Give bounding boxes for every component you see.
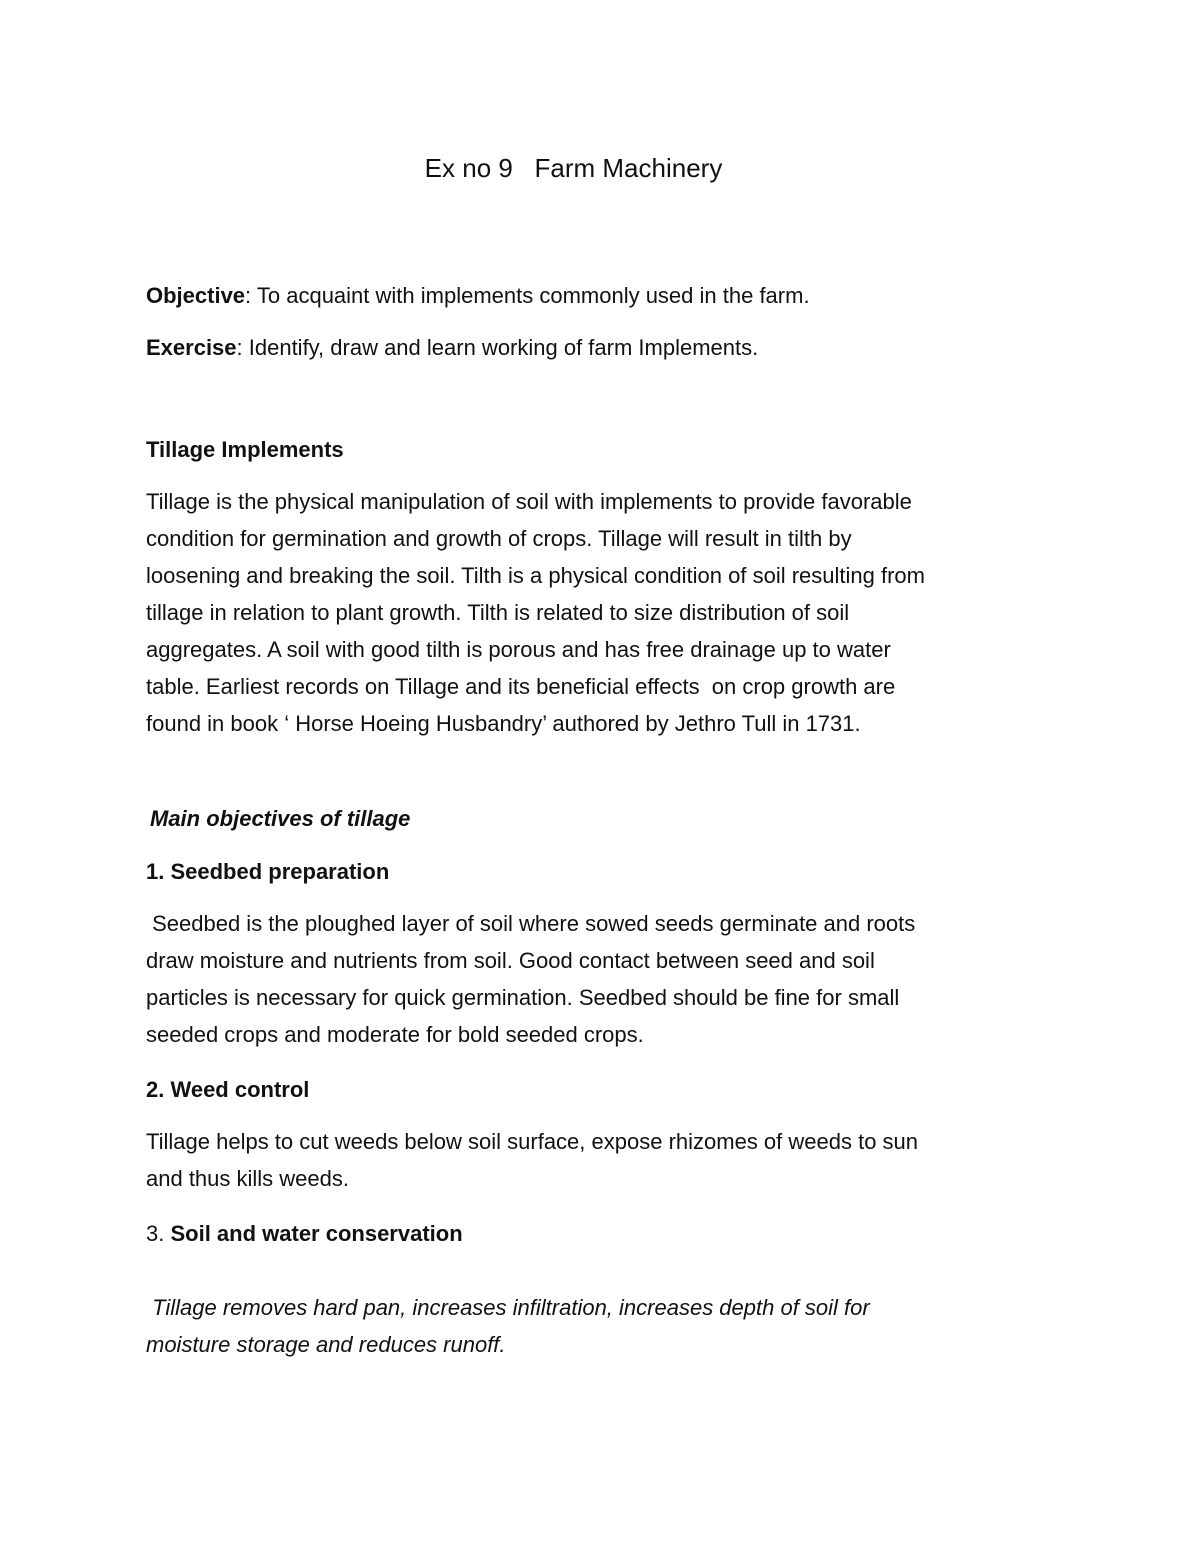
exercise-label: Exercise [146,335,237,360]
exercise-line [146,333,758,363]
page-title: Ex no 9 Farm Machinery [424,153,723,183]
objective-text: : To acquaint with implements commonly used in the farm. [245,283,810,308]
objective-line [146,281,810,311]
tillage-heading: Tillage Implements [146,437,344,462]
paragraph-line: Seedbed is the ploughed layer of soil where sowed seeds germinate and roots [146,911,916,936]
paragraph-line: loosening and breaking the soil. Tilth is a physical condition of soil resulting from [146,563,925,588]
soil-water-paragraph [146,1289,1046,1363]
seedbed-heading: 1. Seedbed preparation [146,859,390,884]
paragraph-line: moisture storage and reduces runoff. [146,1332,506,1357]
soil-water-number: 3. [146,1221,171,1246]
objective-label: Objective [146,283,246,308]
paragraph-line: found in book ‘ Horse Hoeing Husbandry’ authored by Jethro Tull in 1731. [146,711,861,736]
exercise-text: : Identify, draw and learn working of farm Implements. [236,335,759,360]
paragraph-line: Tillage helps to cut weeds below soil surface, expose rhizomes of weeds to sun [146,1129,919,1154]
paragraph-line: aggregates. A soil with good tilth is porous and has free drainage up to water [146,637,891,662]
weed-heading: 2. Weed control [146,1077,310,1102]
paragraph-line: and thus kills weeds. [146,1166,349,1191]
paragraph-line: tillage in relation to plant growth. Tilth is related to size distribution of soil [146,600,850,625]
soil-water-heading-line [146,1219,463,1249]
soil-water-heading: Soil and water conservation [170,1221,463,1246]
tillage-paragraph [146,483,1046,742]
paragraph-line: Tillage is the physical manipulation of soil with implements to provide favorable [146,489,912,514]
paragraph-line: Tillage removes hard pan, increases infiltration, increases depth of soil for [146,1295,870,1320]
paragraph-line: condition for germination and growth of crops. Tillage will result in tilth by [146,526,852,551]
paragraph-line: particles is necessary for quick germination. Seedbed should be fine for small [146,985,900,1010]
weed-paragraph [146,1123,1046,1197]
objectives-heading: Main objectives of tillage [150,806,411,831]
paragraph-line: seeded crops and moderate for bold seeded crops. [146,1022,644,1047]
paragraph-line: draw moisture and nutrients from soil. Good contact between seed and soil [146,948,875,973]
paragraph-line: table. Earliest records on Tillage and its beneficial effects on crop growth are [146,674,896,699]
seedbed-paragraph [146,905,1046,1053]
